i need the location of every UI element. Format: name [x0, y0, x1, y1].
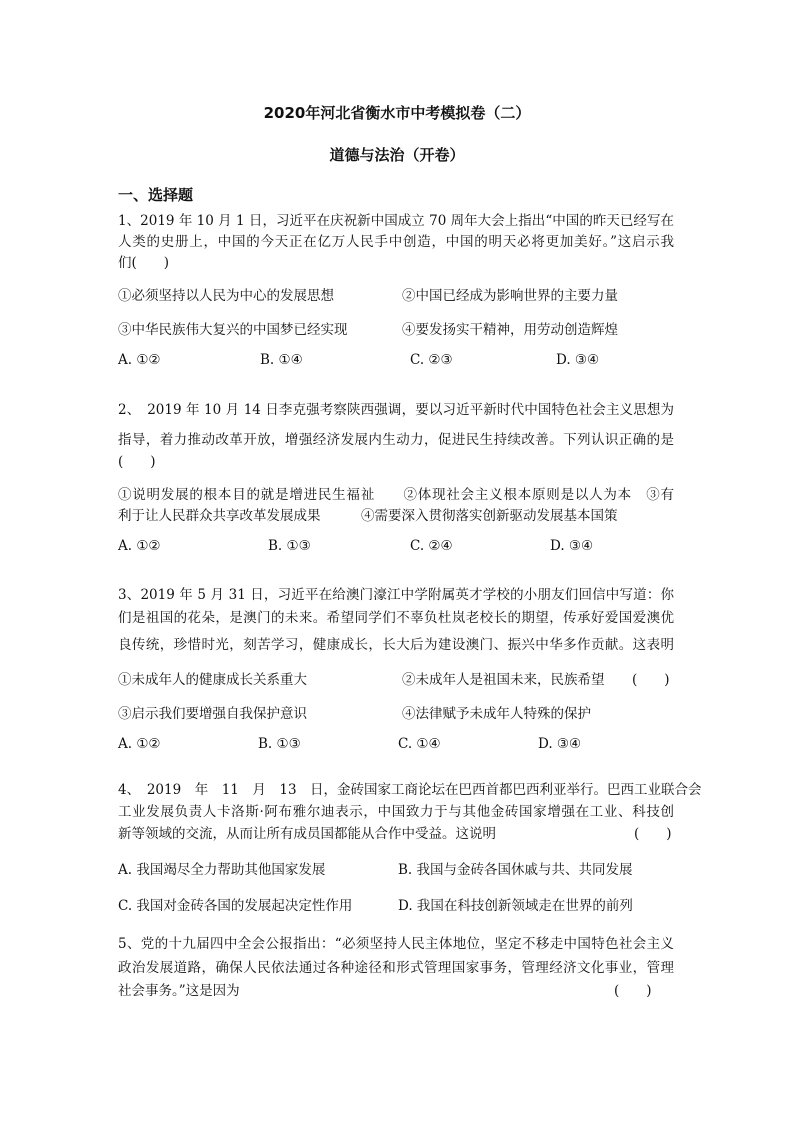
answer-paren: ( ): [614, 983, 652, 999]
choice-b[interactable]: B. 我国与金砖各国休戚与共、共同发展: [398, 862, 633, 878]
question-stem-line: 工业发展负责人卡洛斯·阿布雅尔迪表示，中国致力于与其他金砖国家增强在工业、科技创: [118, 804, 674, 820]
statement-1: ①未成年人的健康成长关系重大: [118, 672, 307, 688]
choice-d[interactable]: D. ③④: [556, 352, 600, 368]
statement-line: 利于让人民群众共享改革发展成果 ④需要深入贯彻落实创新驱动发展基本国策: [118, 508, 618, 524]
choice-d[interactable]: D. ③④: [538, 736, 582, 752]
statement-1: ①必须坚持以人民为中心的发展思想: [118, 288, 334, 304]
choice-c[interactable]: C. ②④: [410, 538, 453, 554]
question-stem-line: 们( ): [118, 255, 170, 271]
question-stem-line: 人类的史册上，中国的今天正在亿万人民手中创造，中国的明天必将更加美好。”这启示我: [118, 234, 674, 250]
answer-paren: ( ): [632, 672, 670, 688]
question-stem-line: ( ): [118, 454, 156, 470]
choice-b[interactable]: B. ①③: [258, 736, 301, 752]
statement-2: ②未成年人是祖国未来，民族希望: [402, 672, 605, 688]
question-stem-line: 指导，着力推动改革开放，增强经济发展内生动力，促进民生持续改善。下列认识正确的是: [118, 432, 674, 448]
statement-3: ③启示我们要增强自我保护意识: [118, 706, 307, 722]
statement-4: ④要发扬实干精神，用劳动创造辉煌: [402, 322, 618, 338]
choice-d[interactable]: D. ③④: [550, 538, 594, 554]
question-stem-line: 3、2019 年 5 月 31 日，习近平在给澳门濠江中学附属英才学校的小朋友们回信中写道：你: [118, 587, 674, 603]
section-heading: 一、选择题: [118, 186, 194, 204]
statement-4: ④法律赋予未成年人特殊的保护: [402, 706, 591, 722]
question-stem-line: 政治发展道路，确保人民依法通过各种途径和形式管理国家事务，管理经济文化事业，管理: [118, 960, 674, 976]
question-stem-line: 社会事务。”这是因为: [118, 983, 240, 999]
statement-line: ①说明发展的根本目的就是增进民生福祉 ②体现社会主义根本原则是以人为本 ③有: [118, 487, 674, 503]
question-stem-line: 4、 2019 年 11 月 13 日，金砖国家工商论坛在巴西首都巴西利亚举行。巴西工业联合会: [118, 782, 702, 798]
choice-c[interactable]: C. ②③: [410, 352, 453, 368]
choice-a[interactable]: A. ①②: [118, 736, 161, 752]
choice-d[interactable]: D. 我国在科技创新领域走在世界的前列: [398, 898, 633, 914]
choice-b[interactable]: B. ①③: [268, 538, 311, 554]
choice-c[interactable]: C. ①④: [398, 736, 441, 752]
statement-2: ②中国已经成为影响世界的主要力量: [402, 288, 618, 304]
choice-a[interactable]: A. ①②: [118, 538, 161, 554]
exam-title: 2020年河北省衡水市中考模拟卷（二）: [263, 104, 531, 122]
choice-a[interactable]: A. ①②: [118, 352, 161, 368]
exam-subtitle: 道德与法治（开卷）: [329, 146, 465, 164]
answer-paren: ( ): [634, 826, 672, 842]
question-stem-line: 新等领域的交流，从而让所有成员国都能从合作中受益。这说明: [118, 826, 496, 842]
choice-b[interactable]: B. ①④: [260, 352, 303, 368]
question-stem-line: 1、2019 年 10 月 1 日，习近平在庆祝新中国成立 70 周年大会上指出“中国的昨天已经写在: [118, 213, 674, 229]
choice-c[interactable]: C. 我国对金砖各国的发展起决定性作用: [118, 898, 353, 914]
statement-3: ③中华民族伟大复兴的中国梦已经实现: [118, 322, 348, 338]
question-stem-line: 良传统，珍惜时光，刻苦学习，健康成长，长大后为建设澳门、振兴中华多作贡献。这表明: [118, 637, 674, 653]
question-stem-line: 5、党的十九届四中全会公报指出：“必须坚持人民主体地位，坚定不移走中国特色社会主义: [118, 936, 674, 952]
question-stem-line: 们是祖国的花朵，是澳门的未来。希望同学们不辜负杜岚老校长的期望，传承好爱国爱澳优: [118, 610, 674, 626]
question-stem-line: 2、 2019 年 10 月 14 日李克强考察陕西强调，要以习近平新时代中国特色社会主义思想为: [118, 402, 674, 418]
choice-a[interactable]: A. 我国竭尽全力帮助其他国家发展: [118, 862, 326, 878]
